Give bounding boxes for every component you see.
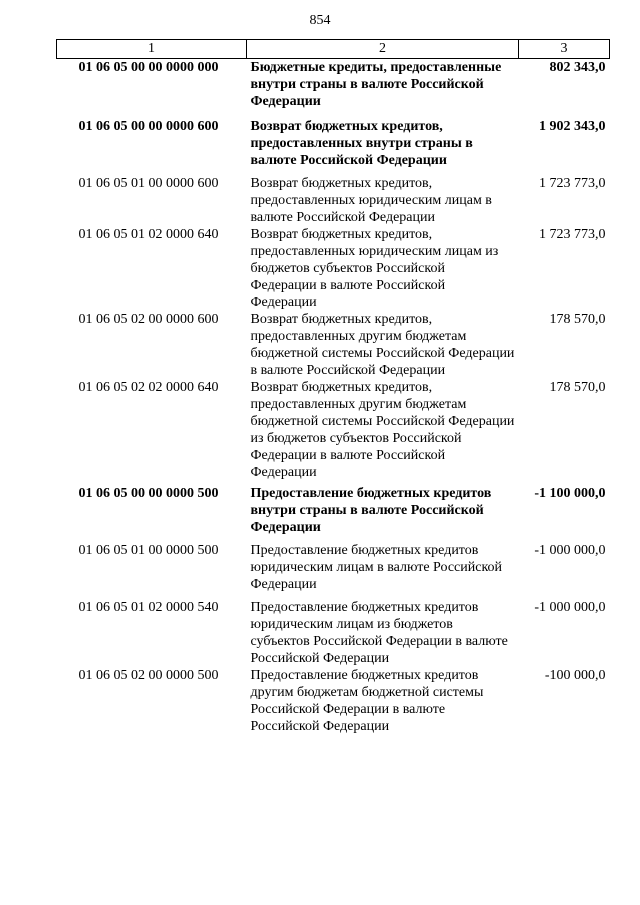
- description-cell: Предоставление бюджетных кредитов другим бюджетам бюджетной системы Российской Федерации в валюте Российской Федерации: [250, 668, 484, 734]
- header-col-1: 1: [57, 40, 247, 59]
- description-cell: Бюджетные кредиты, предоставленные внутри страны в валюте Российской Федерации: [250, 60, 502, 109]
- description-cell: Предоставление бюджетных кредитов юридическим лицам из бюджетов субъектов Российской Федерации в валюте Российской Федерации: [250, 600, 508, 666]
- code-cell: 01 06 05 00 00 0000 600: [78, 119, 219, 134]
- page-number: 854: [309, 13, 331, 28]
- table-row: [57, 667, 610, 735]
- amount-cell: -1 100 000,0: [534, 486, 606, 501]
- code-cell: 01 06 05 00 00 0000 000: [78, 60, 219, 75]
- header-col-2: 2: [247, 40, 519, 59]
- code-cell: 01 06 05 02 02 0000 640: [78, 380, 219, 395]
- amount-cell: 1 723 773,0: [539, 176, 606, 191]
- description-cell: Предоставление бюджетных кредитов внутри страны в валюте Российской Федерации: [250, 486, 492, 535]
- table-row: [57, 481, 610, 536]
- description-cell: Возврат бюджетных кредитов, предоставленных юридическим лицам в валюте Российской Федерации: [250, 176, 492, 225]
- table-row: [57, 379, 610, 481]
- table-row: [57, 59, 610, 111]
- code-cell: 01 06 05 00 00 0000 500: [78, 486, 219, 501]
- header-col-3: 3: [519, 40, 610, 59]
- table-row: [57, 311, 610, 379]
- amount-cell: 178 570,0: [549, 312, 606, 327]
- amount-cell: 178 570,0: [549, 380, 606, 395]
- amount-cell: 1 723 773,0: [539, 227, 606, 242]
- code-cell: 01 06 05 01 02 0000 640: [78, 227, 219, 242]
- amount-cell: -100 000,0: [544, 668, 606, 683]
- table-row: [57, 169, 610, 226]
- amount-cell: 802 343,0: [549, 60, 606, 75]
- amount-cell: -1 000 000,0: [534, 600, 606, 615]
- code-cell: 01 06 05 02 00 0000 500: [78, 668, 219, 683]
- description-cell: Предоставление бюджетных кредитов юридическим лицам в валюте Российской Федерации: [250, 543, 503, 592]
- code-cell: 01 06 05 01 00 0000 600: [78, 176, 219, 191]
- table-body: [57, 59, 610, 736]
- table-row: [57, 110, 610, 169]
- code-cell: 01 06 05 01 00 0000 500: [78, 543, 219, 558]
- amount-cell: -1 000 000,0: [534, 543, 606, 558]
- code-cell: 01 06 05 01 02 0000 540: [78, 600, 219, 615]
- description-cell: Возврат бюджетных кредитов, предоставленных другим бюджетам бюджетной системы Российской Федерации из бюджетов субъектов Российской Федерации в валюте Российской Федерации: [250, 380, 515, 480]
- table-row: [57, 536, 610, 593]
- header-row: [57, 40, 610, 59]
- amount-cell: 1 902 343,0: [539, 119, 606, 134]
- table-row: [57, 593, 610, 667]
- description-cell: Возврат бюджетных кредитов, предоставленных внутри страны в валюте Российской Федерации: [250, 119, 473, 168]
- code-cell: 01 06 05 02 00 0000 600: [78, 312, 219, 327]
- description-cell: Возврат бюджетных кредитов, предоставленных другим бюджетам бюджетной системы Российской Федерации в валюте Российской Федерации: [250, 312, 515, 378]
- description-cell: Возврат бюджетных кредитов, предоставленных юридическим лицам из бюджетов субъектов Российской Федерации в валюте Российской Федерации: [250, 227, 499, 310]
- table-header: [57, 40, 610, 59]
- budget-credits-table: [56, 39, 610, 735]
- table-row: [57, 226, 610, 311]
